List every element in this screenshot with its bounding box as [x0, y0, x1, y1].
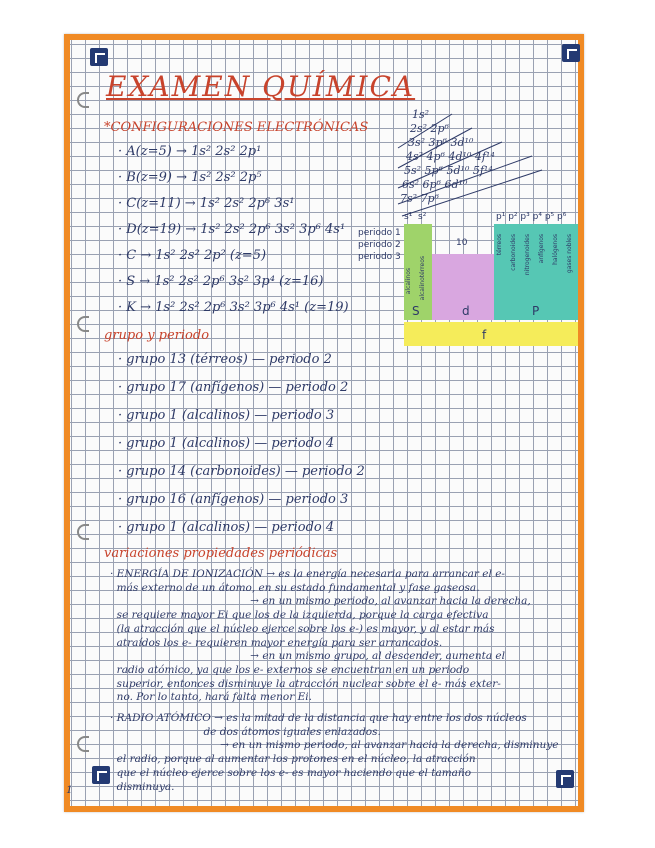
- page-title: EXAMEN QUÍMICA: [106, 70, 416, 103]
- periodic-table-sketch: [358, 212, 594, 342]
- section-heading-config: *CONFIGURACIONES ELECTRÓNICAS: [104, 120, 369, 135]
- aufbau-row: 3s² 3p⁶ 3d¹⁰: [408, 136, 474, 149]
- radio-atomico-paragraph: · RADIO ATÓMICO → es la mitad de la distancia que hay entre los dos núcleos de dos átomos iguales enlazados. → en un mismo periodo, al avanzar hacia la derecha, disminuye el radio, porque al aumentar los protones en el núcleo, la atracción que el núcleo ejerce sobre los e- es mayor haciendo que el tamaño disminuya.: [110, 712, 559, 793]
- aufbau-row: 7s² 7p⁶: [400, 192, 439, 205]
- p-block-label: P: [532, 304, 540, 318]
- config-line: · D(z=19) → 1s² 2s² 2p⁶ 3s² 3p⁶ 4s¹: [118, 222, 346, 237]
- grupo-line: · grupo 1 (alcalinos) — periodo 3: [118, 408, 335, 423]
- grupo-line: · grupo 1 (alcalinos) — periodo 4: [118, 520, 335, 535]
- config-line: · S → 1s² 2s² 2p⁶ 3s² 3p⁴ (z=16): [118, 274, 324, 289]
- s-top-label: s¹: [404, 212, 413, 222]
- grupo-line: · grupo 1 (alcalinos) — periodo 4: [118, 436, 335, 451]
- config-line: · K → 1s² 2s² 2p⁶ 3s² 3p⁶ 4s¹ (z=19): [118, 300, 349, 315]
- aufbau-row: 2s² 2p⁶: [410, 122, 449, 135]
- config-line: · A(z=5) → 1s² 2s² 2p¹: [118, 144, 262, 159]
- group-name: gases nobles: [566, 234, 573, 274]
- s-top-label: s²: [418, 212, 427, 222]
- aufbau-row: 6s² 6p⁶ 6d¹⁰: [402, 178, 468, 191]
- page-border-bottom: [64, 806, 584, 812]
- aufbau-arrows: [392, 108, 552, 220]
- d-count-label: 10: [456, 238, 468, 248]
- binder-ring-icon: [77, 316, 89, 332]
- d-block-label: d: [462, 304, 470, 318]
- group-name: anfígenos: [538, 234, 545, 264]
- group-name: carbonoides: [510, 234, 517, 271]
- corner-logo-icon: [92, 766, 110, 784]
- page-border-right: [578, 34, 584, 812]
- binder-ring-icon: [77, 524, 89, 540]
- group-name: alcalinotérreos: [419, 256, 426, 301]
- group-name: alcalinos: [405, 268, 412, 295]
- period-label: periodo 1: [358, 228, 401, 238]
- config-line: · B(z=9) → 1s² 2s² 2p⁵: [118, 170, 262, 185]
- page-border-left: [64, 34, 70, 812]
- config-line: · C(z=11) → 1s² 2s² 2p⁶ 3s¹: [118, 196, 295, 211]
- corner-logo-icon: [556, 770, 574, 788]
- page-number: 1: [66, 784, 73, 796]
- page-border-top: [64, 34, 584, 40]
- aufbau-diagram: [392, 108, 552, 220]
- corner-logo-icon: [562, 44, 580, 62]
- aufbau-row: 5s² 5p⁶ 5d¹⁰ 5f¹⁴: [404, 164, 493, 177]
- section-heading-variaciones: variaciones propiedades periódicas: [104, 546, 338, 561]
- group-name: halógenos: [552, 234, 559, 265]
- binder-ring-icon: [77, 736, 89, 752]
- grupo-line: · grupo 16 (anfígenos) — periodo 3: [118, 492, 349, 507]
- binder-ring-icon: [77, 92, 89, 108]
- s-block-label: S: [412, 304, 420, 318]
- corner-logo-icon: [90, 48, 108, 66]
- f-block: [404, 322, 578, 346]
- aufbau-row: 1s²: [412, 108, 430, 121]
- aufbau-row: 4s² 4p⁶ 4d¹⁰ 4f¹⁴: [406, 150, 495, 163]
- grupo-line: · grupo 13 (térreos) — periodo 2: [118, 352, 332, 367]
- energia-ionizacion-paragraph: · ENERGÍA DE IONIZACIÓN → es la energía necesaria para arrancar el e- más externo de un átomo, en su estado fundamental y fase gaseosa. → en un mismo periodo, al avanzar hacia la derecha, se requiere mayor Ei que los de la izquierda, porque la carga efectiva (la atracción que el núcleo ejerce sobre los e-) es mayor, y al estar más atraídos los e- requieren mayor energía para ser arrancados. → en un mismo grupo, al descender, aumenta el radio atómico, ya que los e- externos se encuentran en un periodo superior, entonces disminuye la atracción nuclear sobre el e- más exter- no. Por lo tanto, hará falta menor Ei.: [110, 568, 531, 704]
- period-label: periodo 2: [358, 240, 401, 250]
- section-heading-grupo: grupo y periodo: [104, 328, 210, 343]
- group-name: nitrogenoides: [524, 234, 531, 276]
- grupo-line: · grupo 17 (anfígenos) — periodo 2: [118, 380, 349, 395]
- group-name: térreos: [496, 234, 503, 256]
- grupo-line: · grupo 14 (carbonoides) — periodo 2: [118, 464, 365, 479]
- f-block-label: f: [482, 328, 487, 342]
- p-top-labels: p¹ p² p³ p⁴ p⁵ p⁶: [496, 212, 567, 222]
- config-line: · C → 1s² 2s² 2p² (z=5): [118, 248, 267, 263]
- period-label: periodo 3: [358, 252, 401, 262]
